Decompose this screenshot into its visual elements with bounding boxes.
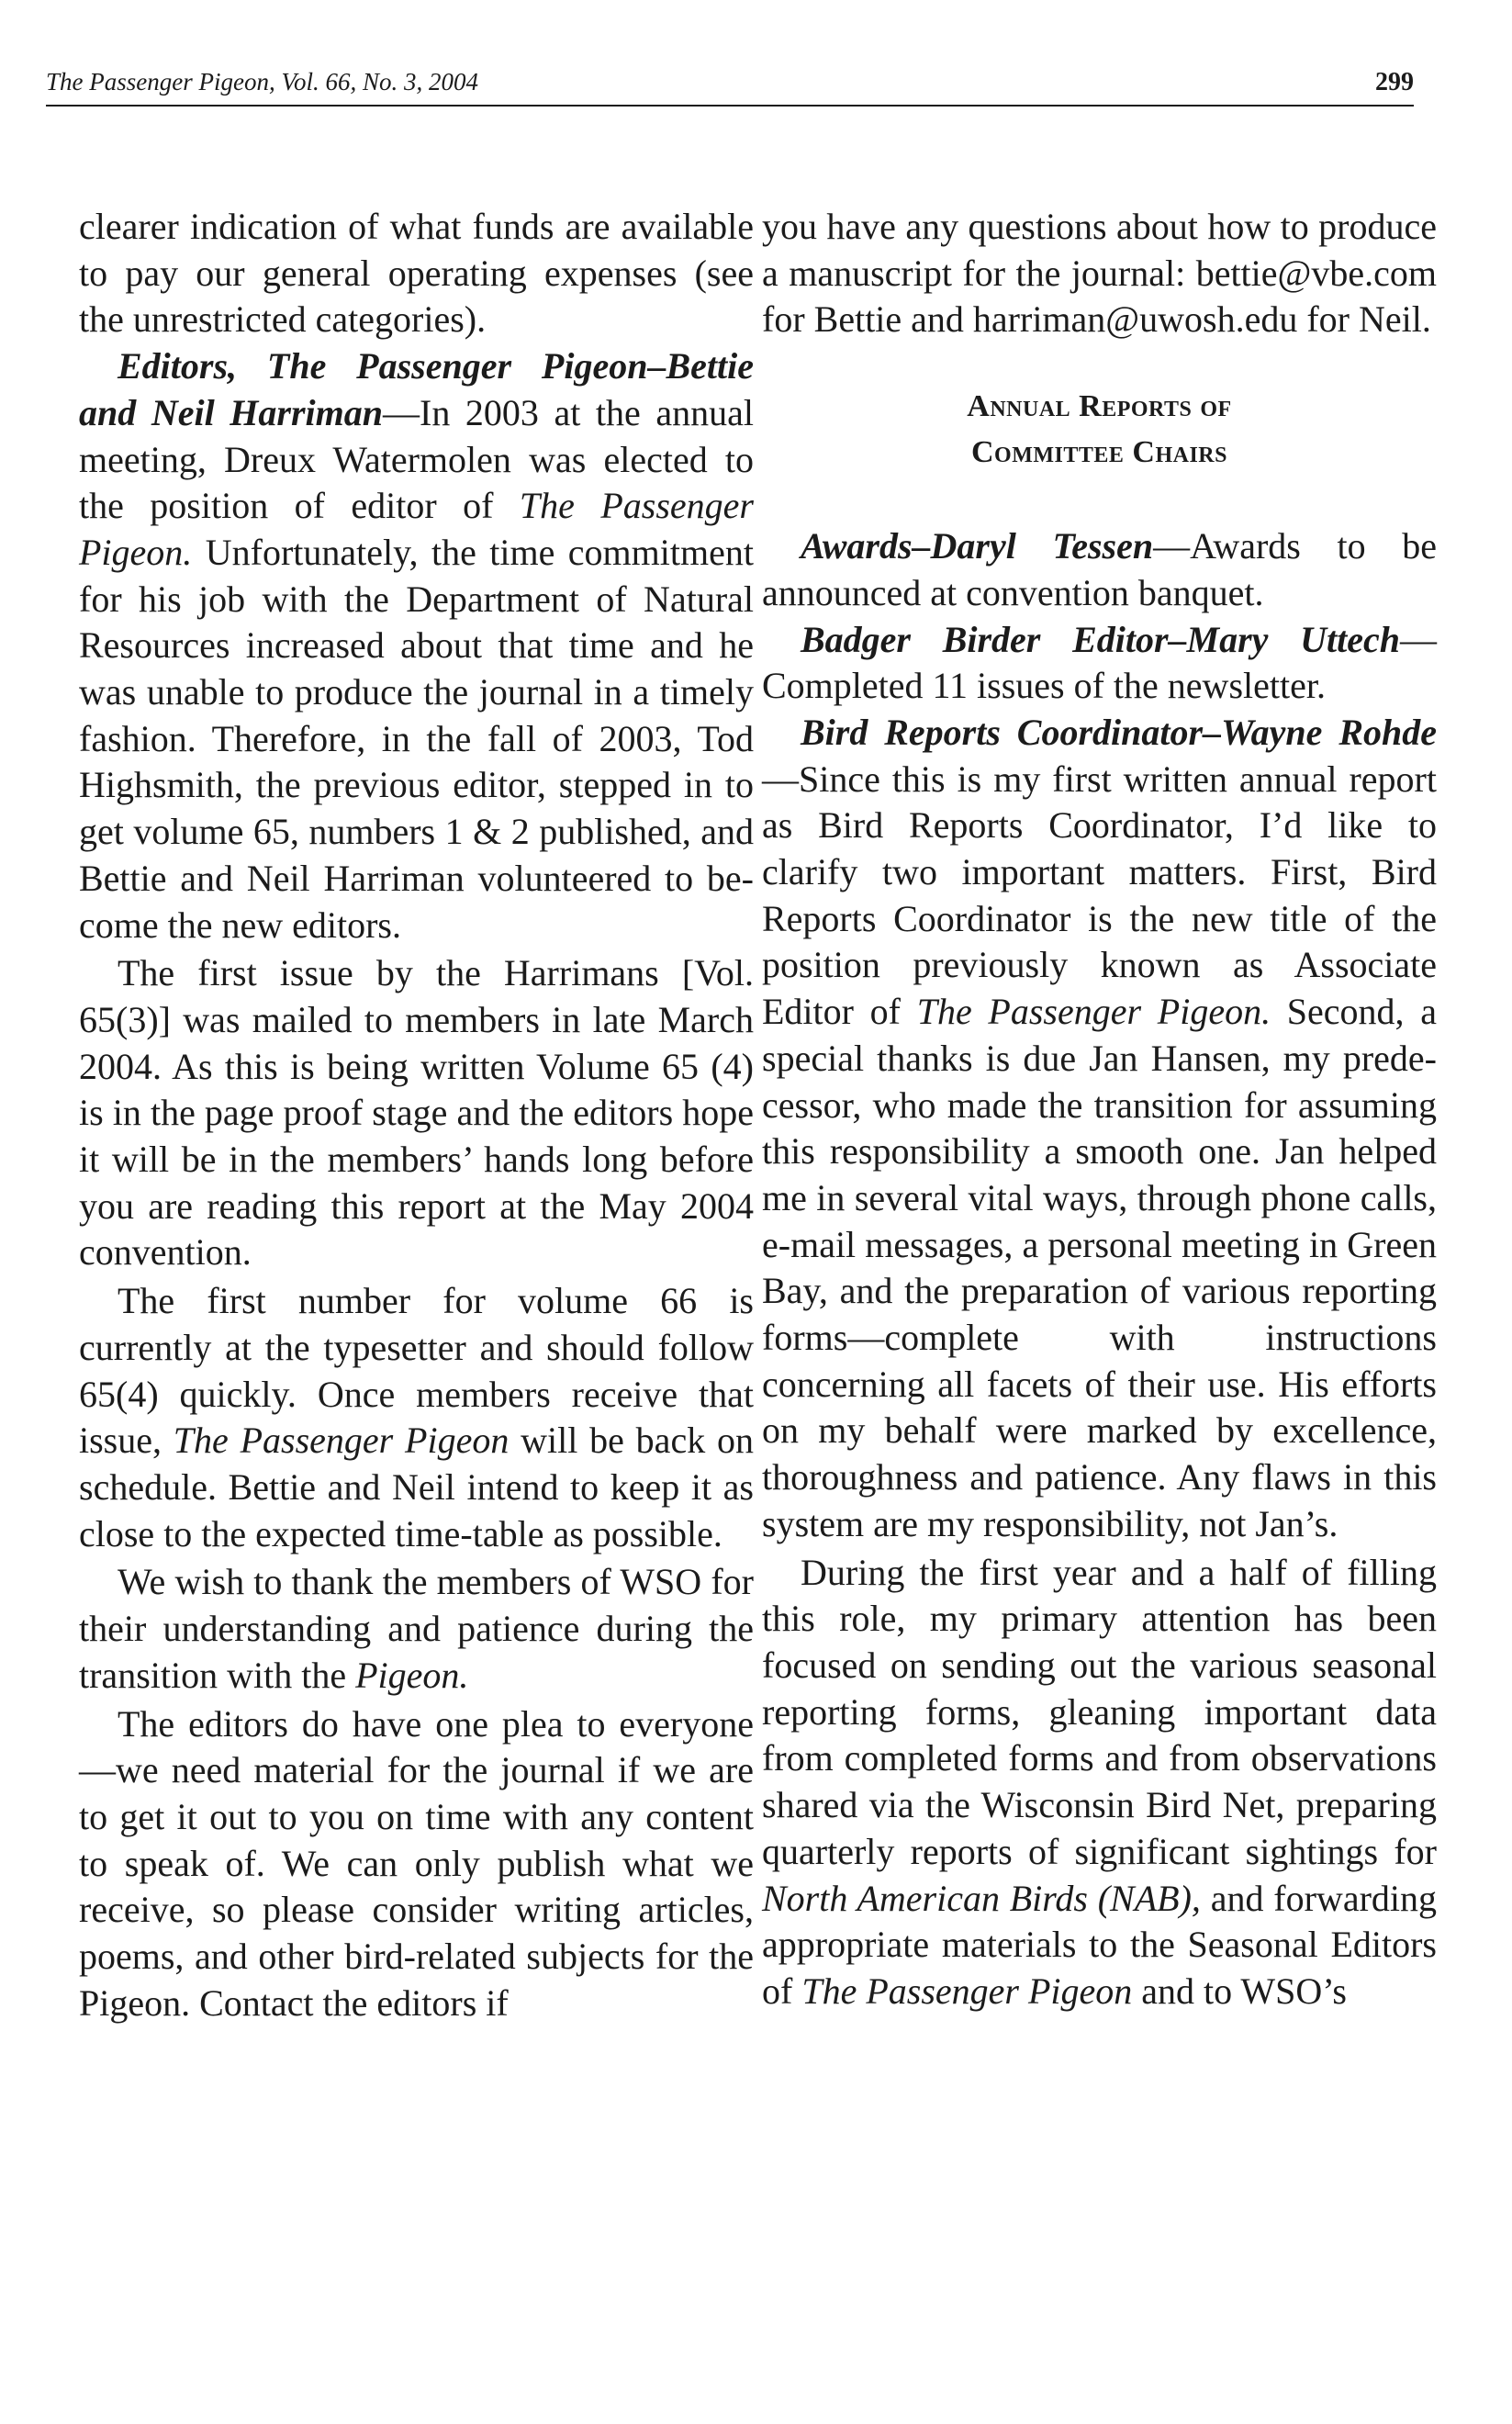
paragraph	[79, 1278, 754, 1557]
paragraph-text: you have any questions about how to produce a manuscript for the journal: bettie@vbe.com for Bettie and harriman@uwosh.edu for Neil.	[762, 206, 1437, 341]
em-dash: —	[383, 391, 420, 433]
em-dash: —	[762, 758, 799, 800]
journal-name-italic: The Passenger Pigeon.	[79, 485, 755, 573]
paragraph-text: Since this is my first written annual report as Bird Reports Coordinator, I’d like to clarify two important matters. First, Bird Reports Coordinator is the new title of the position previously known as Associate Editor of	[762, 758, 1437, 1033]
paragraph-text: Unfortunately, the time commitment for his job with the Department of Natural Resources increased about that time and he was unable to produce the journal in a timely fashion. Therefore, in the fall of 2003, Tod Highsmith, the previous editor, stepped in to get volume 65, numbers 1 & 2 published, and Bettie and Neil Harriman volunteered to become the new editors.	[79, 531, 754, 946]
paragraph	[762, 1550, 1437, 2015]
section-heading-line: Committee Chairs	[971, 435, 1227, 470]
em-dash: —	[1400, 618, 1437, 660]
paragraph-text: We wish to thank the members of WSO for their understanding and patience during the transition with the	[79, 1561, 754, 1696]
paragraph	[79, 204, 754, 343]
paragraph-text: will be back on schedule. Bettie and Neil intend to keep it as close to the expected time-table as possible.	[79, 1420, 754, 1554]
journal-title: The Passenger Pigeon, Vol. 66, No. 3, 2004	[46, 68, 478, 95]
paragraph	[79, 950, 754, 1276]
paragraph-text: and forwarding appropriate materials to the Seasonal Editors of	[762, 1877, 1438, 2012]
paragraph-text: During the first year and a half of filling this role, my primary attention has been focused on sending out the various seasonal reporting forms, gleaning important data from completed forms and from observations shared via the Wisconsin Bird Net, preparing quarterly reports of significant sightings for	[762, 1551, 1437, 1872]
paragraph-text: and to WSO’s	[1132, 1970, 1347, 2012]
paragraph-text: Second, a special thanks is due Jan Hansen, my predecessor, who made the transition for assuming this responsibility a smooth one. Jan helped me in several vital ways, through phone calls, e-mail messages, a personal meeting in Green Bay, and the preparation of various reporting forms—complete with instructions concerning all facets of their use. His efforts on my behalf were marked by excellence, thoroughness and patience. Any flaws in this system are my responsibility, not Jan’s.	[762, 991, 1437, 1544]
paragraph	[762, 617, 1437, 710]
right-column	[762, 204, 1437, 2015]
entry-lead: Badger Birder Editor–Mary Uttech	[801, 618, 1400, 660]
paragraph-text: The editors do have one plea to everyone—we need material for the journal if we are to get it out to you on time with any content to speak of. We can only publish what we receive, so please consider writing articles, poems, and other bird-related subjects for the Pigeon. Contact the editors if	[79, 1702, 754, 2024]
paragraph-text: clearer indication of what funds are available to pay our general operating expenses (see the unrestricted categories).	[79, 206, 754, 341]
paragraph	[79, 343, 754, 948]
journal-name-italic: Pigeon.	[355, 1654, 469, 1696]
paragraph-text: The first number for volume 66 is currently at the typesetter and should follow 65(4) quickly. Once members receive that issue,	[79, 1280, 754, 1462]
publication-name-italic: North American Birds (NAB),	[762, 1877, 1201, 1919]
paragraph-text: The first issue by the Harrimans [Vol. 65(3)] was mailed to members in late March 2004. As this is being written Volume 65 (4) is in the page proof stage and the editors hope it will be in the members’ hands long before you are reading this report at the May 2004 convention.	[79, 952, 754, 1274]
left-column	[79, 204, 754, 2026]
paragraph	[762, 710, 1437, 1548]
entry-lead: Bird Reports Coordinator–Wayne Rohde	[801, 711, 1437, 753]
running-header	[46, 68, 1414, 107]
paragraph-text: In 2003 at the annual meeting, Dreux Watermolen was elected to the position of editor of	[79, 391, 754, 527]
paragraph-text: Completed 11 issues of the newsletter.	[762, 665, 1326, 707]
em-dash: —	[1153, 525, 1191, 567]
paragraph	[79, 1559, 754, 1699]
entry-lead: Awards–Daryl Tessen	[801, 525, 1154, 567]
paragraph	[762, 204, 1437, 343]
paragraph-text: Awards to be announced at convention banquet.	[762, 525, 1437, 613]
journal-name-italic: The Passenger Pigeon.	[916, 991, 1271, 1033]
page-number: 299	[1375, 68, 1414, 96]
section-heading	[762, 384, 1437, 476]
paragraph	[762, 523, 1437, 616]
section-heading-line: Annual Reports of	[967, 389, 1232, 424]
paragraph	[79, 1701, 754, 2027]
journal-name-italic: The Passenger Pigeon	[173, 1420, 510, 1462]
journal-name-italic: The Passenger Pigeon	[801, 1970, 1133, 2012]
entry-lead: Editors, The Passenger Pigeon–Bettie and Neil Harriman	[79, 345, 754, 433]
